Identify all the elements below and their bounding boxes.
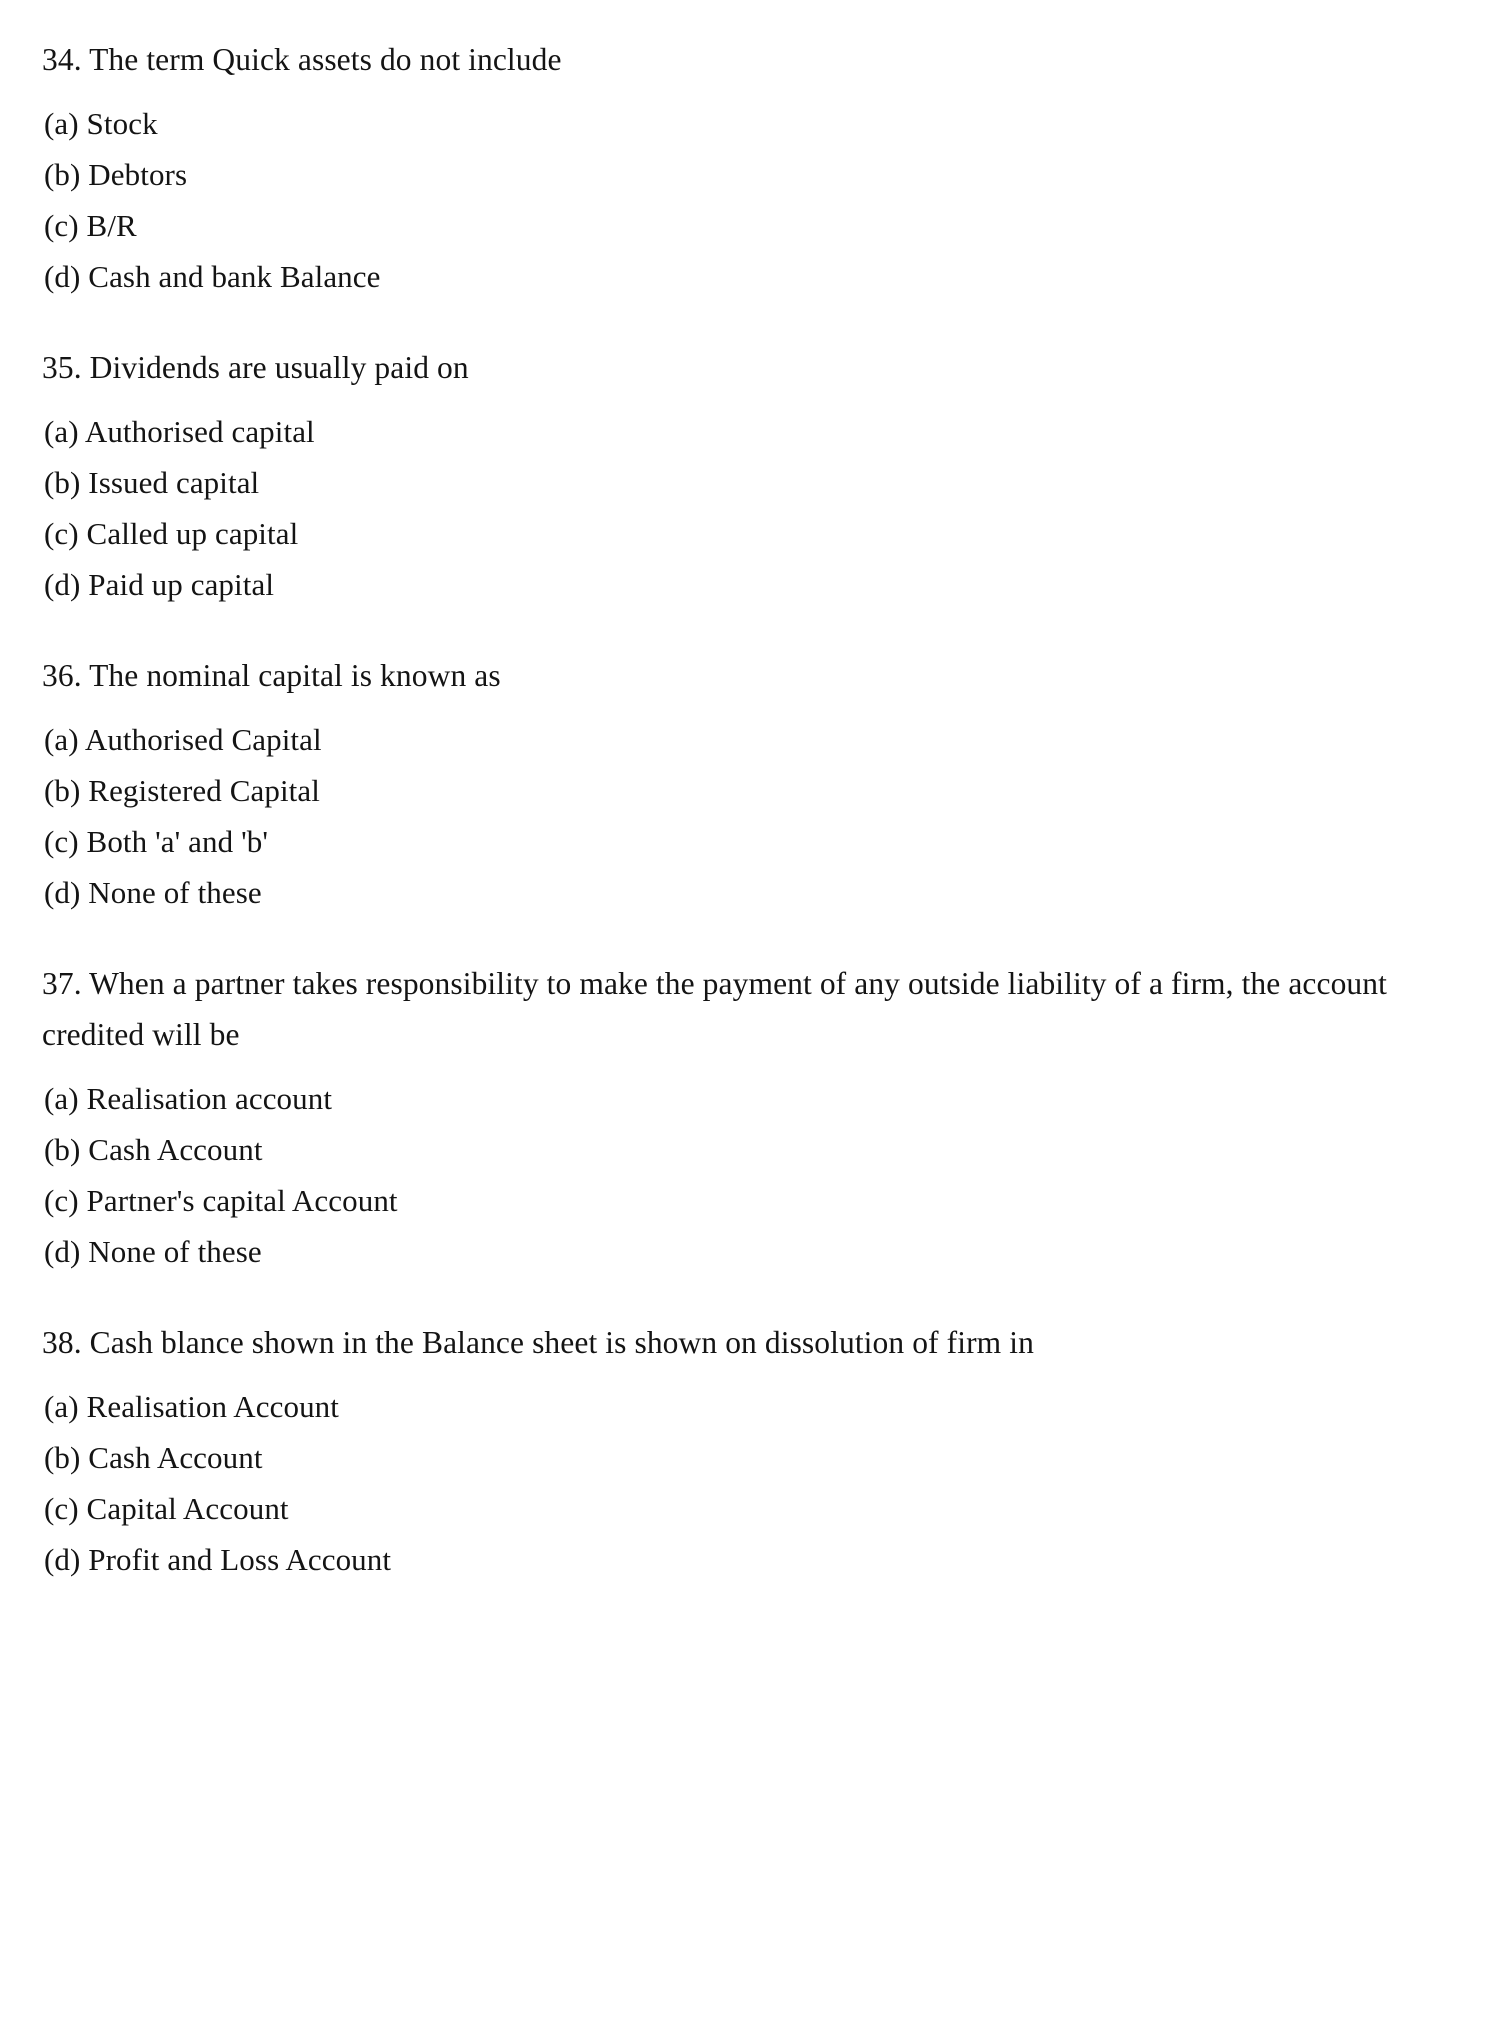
option-d[interactable]: (d) None of these bbox=[44, 1234, 262, 1269]
question-text: 36. The nominal capital is known as bbox=[42, 658, 501, 693]
question-block bbox=[42, 342, 1434, 610]
option-d[interactable]: (d) None of these bbox=[44, 875, 262, 910]
option-b[interactable]: (b) Cash Account bbox=[44, 1132, 263, 1167]
option-d[interactable]: (d) Paid up capital bbox=[44, 567, 275, 602]
question-block bbox=[42, 650, 1434, 918]
question-block bbox=[42, 1317, 1434, 1585]
question-text: 38. Cash blance shown in the Balance sheet is shown on dissolution of firm in bbox=[42, 1325, 1034, 1360]
option-b[interactable]: (b) Issued capital bbox=[44, 465, 260, 500]
option-b[interactable]: (b) Cash Account bbox=[44, 1440, 263, 1475]
option-a[interactable]: (a) Authorised Capital bbox=[44, 722, 322, 757]
option-d[interactable]: (d) Profit and Loss Account bbox=[44, 1542, 392, 1577]
option-a[interactable]: (a) Authorised capital bbox=[44, 414, 315, 449]
option-a[interactable]: (a) Realisation Account bbox=[44, 1389, 339, 1424]
question-block bbox=[42, 958, 1434, 1277]
option-c[interactable]: (c) Capital Account bbox=[44, 1491, 289, 1526]
question-text: 35. Dividends are usually paid on bbox=[42, 350, 469, 385]
question-block bbox=[42, 34, 1434, 302]
option-a[interactable]: (a) Realisation account bbox=[44, 1081, 333, 1116]
option-c[interactable]: (c) Both 'a' and 'b' bbox=[44, 824, 269, 859]
question-list bbox=[42, 34, 1434, 1585]
option-c[interactable]: (c) B/R bbox=[44, 208, 137, 243]
option-c[interactable]: (c) Called up capital bbox=[44, 516, 299, 551]
option-d[interactable]: (d) Cash and bank Balance bbox=[44, 259, 381, 294]
question-text: 37. When a partner takes responsibility to make the payment of any outside liability of a firm, the account credited will be bbox=[42, 966, 1387, 1052]
option-b[interactable]: (b) Registered Capital bbox=[44, 773, 320, 808]
option-b[interactable]: (b) Debtors bbox=[44, 157, 188, 192]
option-a[interactable]: (a) Stock bbox=[44, 106, 158, 141]
option-c[interactable]: (c) Partner's capital Account bbox=[44, 1183, 398, 1218]
question-text: 34. The term Quick assets do not include bbox=[42, 42, 562, 77]
